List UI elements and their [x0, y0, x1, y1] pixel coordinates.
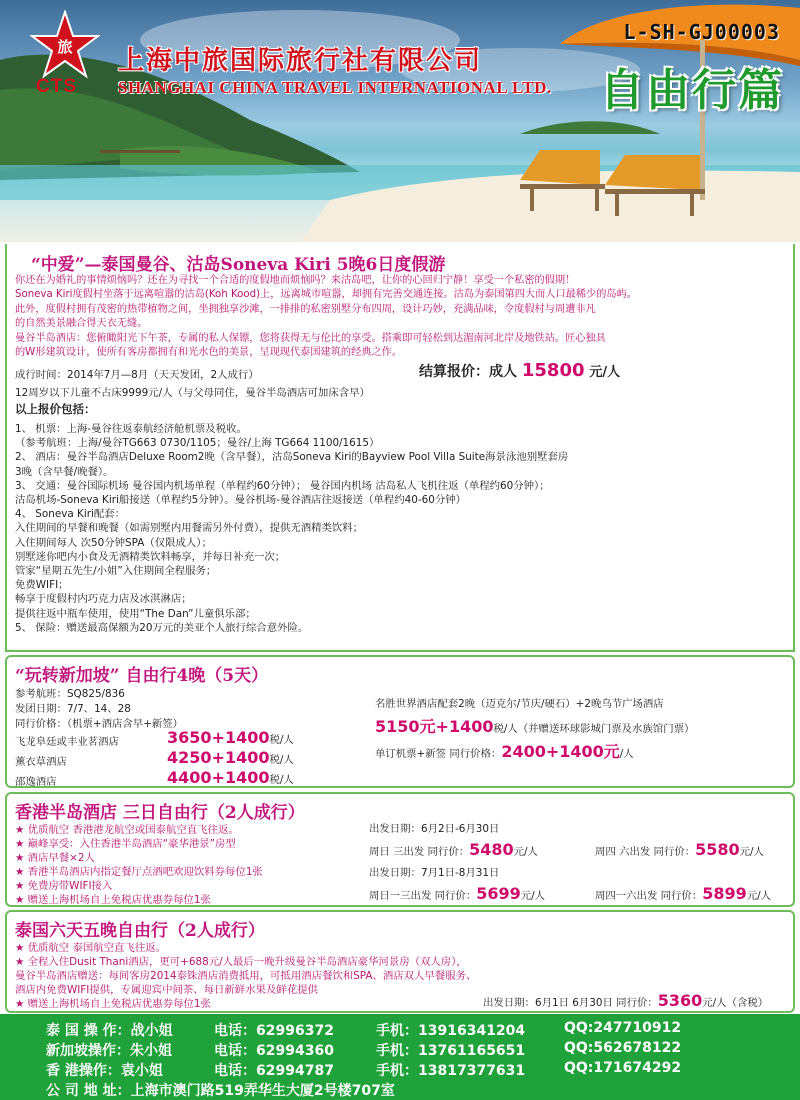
includes-item: （参考航班：上海/曼谷TG663 0730/1105；曼谷/上海 TG664 1100/1615）: [15, 437, 380, 450]
intro-line: Soneva Kiri度假村坐落于远离喧嚣的沽岛(Koh Kood)上，远离城市喧嚣，却拥有完善交通连接。沽岛为泰国第四大而人口最稀少的岛屿。: [15, 289, 637, 301]
includes-item: 1、 机票：上海-曼谷往返泰航经济舱机票及税收。: [15, 423, 247, 435]
combo-price: 5150元+1400: [375, 717, 494, 736]
product-code: L-SH-GJ00003: [623, 20, 780, 44]
ticket-price-label: 单订机票+新签 同行价格：: [375, 748, 502, 760]
settle-price-label: 结算报价：成人: [419, 364, 517, 380]
hotel-name: 飞龙阜廷或丰业茗酒店: [15, 736, 119, 748]
feature-bullet: ★ 免费房带WIFI接入: [15, 880, 113, 892]
contact-name: 新加坡操作：朱小姐: [46, 1043, 172, 1059]
hotel-name: 薰衣草酒店: [15, 756, 67, 768]
section-title: “玩转新加坡” 自由行4晚（5天）: [15, 666, 269, 686]
combo-description: 名胜世界酒店配套2晚（迈克尔/节庆/硬石）+2晚乌节广场酒店: [375, 698, 664, 710]
company-name-english: SHANGHAI CHINA TRAVEL INTERNATIONAL LTD.: [118, 78, 552, 97]
intro-line: 你还在为婚礼的事情烦恼吗？还在为寻找一个合适的度假地而烦恼吗？来沽岛吧，让你的心回归宁静！享受一个私密的假期！: [15, 275, 576, 286]
feature-bullet: ★ 全程入住Dusit Thani酒店，更可+688元/人最后一晚升级曼谷半岛酒店豪华河景房（双人房），: [15, 956, 467, 968]
departure-period: 出发日期：7月1日-8月31日: [369, 867, 500, 879]
includes-item: 沽岛机场-Soneva Kiri船接送（单程约5分钟）。曼谷机场-曼谷酒店往返接送（单程约40-60分钟）: [15, 494, 466, 507]
feature-bullet: ★ 优质航空 泰国航空直飞往返。: [15, 942, 166, 954]
hotel-price: 3650+1400: [167, 728, 270, 747]
contact-row: [0, 1040, 800, 1060]
contact-phone: 电话：62996372: [214, 1023, 334, 1039]
price-value: 5480: [469, 840, 514, 859]
hotel-price: 4250+1400: [167, 748, 270, 767]
feature-bullet: ★ 香港半岛酒店内指定餐厅点酒吧欢迎饮料券每位1张: [15, 866, 263, 878]
price-value: 5699: [476, 884, 521, 903]
price-unit: 元/人: [513, 846, 538, 858]
includes-item: 畅享于度假村内巧克力店及冰淇淋店；: [15, 593, 192, 606]
feature-bullet: 曼谷半岛酒店赠送：每间客房2014泰铢酒店消费抵用，可抵用酒店餐饮和SPA、酒店双人早餐服务、: [15, 970, 477, 982]
price-label: 周四一六出发 同行价：: [595, 890, 703, 902]
includes-item: 别墅迷你吧内小食及无酒精类饮料畅享，并每日补充一次；: [15, 550, 286, 563]
contact-phone: 电话：62994787: [214, 1063, 334, 1079]
peer-price-label: 同行价格：（机票+酒店含早+新签）: [15, 718, 184, 730]
price-unit: 元/人: [739, 846, 764, 858]
hotel-price: 4400+1400: [167, 768, 270, 787]
cts-star-logo-icon: [30, 10, 100, 80]
price-row: [595, 884, 771, 903]
intro-line: 的自然美景融合得天衣无缝。: [15, 318, 148, 330]
price-value: 5360: [657, 991, 703, 1010]
hotel-price-row: [167, 728, 294, 747]
price-label: 周日一三出发 同行价：: [369, 890, 477, 902]
section-title: “中爱”—泰国曼谷、沽岛Soneva Kiri 5晚6日度假游: [31, 255, 446, 275]
contact-name: 泰 国 操 作：战小姐: [46, 1023, 173, 1039]
departure-period: 出发日期：6月2日-6月30日: [369, 823, 500, 835]
feature-bullet: ★ 赠送上海机场自上免税店优惠券每位1张: [15, 894, 211, 906]
contact-mobile: 手机：13916341204: [376, 1023, 526, 1039]
contact-footer: [0, 1014, 800, 1100]
contact-qq: QQ:247710912: [564, 1020, 682, 1036]
includes-list: [15, 422, 787, 635]
departure-label: 出发日期：6月1日 6月30日 同行价：: [483, 997, 658, 1009]
travel-period: 成行时间：2014年7月—8月（天天发团，2人成行）: [15, 369, 259, 381]
hotel-price-unit: 税/人: [269, 754, 294, 766]
ticket-price-row: [375, 739, 634, 762]
includes-item: 免费WIFI；: [15, 579, 69, 592]
ticket-price-unit: /人: [619, 748, 634, 760]
price-unit: 元/人: [520, 890, 546, 902]
departure-dates: 发团日期：7/7、14、28: [15, 703, 131, 715]
includes-item: 4、 Soneva Kiri配套：: [15, 508, 126, 521]
intro-line: 的W形建筑设计，使所有客房都拥有和光水色的美景，呈现现代泰国建筑的经典之作。: [15, 347, 403, 359]
feature-bullet: 酒店内免费WIFI提供，专属迎宾中间茶、每日新鲜水果及鲜花提供: [15, 984, 318, 996]
combo-note: 税/人（并赠送环球影城门票及水族馆门票）: [493, 723, 695, 735]
hotel-price-row: [167, 768, 294, 787]
includes-item: 入住期间的早餐和晚餐（如需别墅内用餐需另外付费），提供无酒精类饮料；: [15, 522, 364, 535]
price-value: 5899: [702, 884, 747, 903]
feature-bullet: ★ 巅峰享受：入住香港半岛酒店“豪华港景”房型: [15, 838, 236, 850]
section-title: 泰国六天五晚自由行（2人成行）: [15, 921, 265, 941]
hotel-price-unit: 税/人: [269, 774, 294, 786]
settle-price-unit: 元/人: [589, 365, 621, 380]
section-singapore: [5, 655, 795, 788]
price-row: [369, 840, 538, 859]
contact-qq: QQ:171674292: [564, 1060, 682, 1076]
price-unit: 元/人: [746, 890, 772, 902]
section-title: 香港半岛酒店 三日自由行（2人成行）: [15, 803, 305, 823]
price-unit: 元/人（含税）: [702, 997, 769, 1009]
intro-line: 曼谷半岛酒店：您俯瞰阳光下午茶，专属的私人保镖，您将获得无与伦比的享受。搭乘即可轻松到达湄南河北岸及地铁站。匠心独具: [15, 332, 606, 344]
child-price-note: 12周岁以下儿童不占床9999元/人（与父母同住，曼谷半岛酒店可加床含早）: [15, 387, 370, 399]
contact-row: [0, 1060, 800, 1080]
section-thailand-kood: [5, 244, 795, 652]
includes-item: 管家“星期五先生/小姐”入住期间全程服务；: [15, 565, 217, 578]
price-value: 5580: [695, 840, 740, 859]
includes-item: 2、 酒店：曼谷半岛酒店Deluxe Room2晚（含早餐），沽岛Soneva Kiri的Bayview Pool Villa Suite海景泳池别墅套房: [15, 451, 569, 464]
company-name-chinese: 上海中旅国际旅行社有限公司: [118, 46, 483, 76]
hero-banner: [0, 0, 800, 242]
hotel-name: 邵逸酒店: [15, 776, 57, 788]
feature-bullet: ★ 优质航空 香港港龙航空或国泰航空直飞往返。: [15, 824, 239, 836]
price-row: [483, 991, 768, 1010]
price-row: [595, 840, 764, 859]
price-row: [369, 884, 545, 903]
price-label: 周日 三出发 同行价：: [369, 846, 470, 858]
contact-mobile: 手机：13761165651: [376, 1043, 526, 1059]
hotel-price-unit: 税/人: [269, 734, 294, 746]
contact-phone: 电话：62994360: [214, 1043, 334, 1059]
logo-badge-text: 旅: [57, 38, 73, 56]
intro-paragraph: [15, 274, 787, 360]
includes-item: 入住期间每人 次50分钟SPA（仅限成人）；: [15, 536, 212, 549]
includes-title: 以上报价包括：: [15, 402, 96, 416]
price-label: 周四 六出发 同行价：: [595, 846, 696, 858]
section-hongkong: [5, 792, 795, 907]
section-thailand-6days: [5, 910, 795, 1013]
includes-item: 3、 交通：曼谷国际机场 曼谷国内机场单程（单程约60分钟）； 曼谷国内机场 沽岛私人飞机往返（单程约60分钟）；: [15, 479, 550, 492]
company-address-row: [0, 1080, 800, 1100]
contact-name: 香 港操作：袁小姐: [46, 1063, 163, 1079]
intro-line: 此外，度假村拥有茂密的热带植物之间，坐拥独享沙滩，一排排的私密别墅分布四周，设计巧妙，充满品味，令度假村与周遭非凡: [15, 303, 596, 315]
brochure-title: 自由行篇: [600, 65, 784, 116]
includes-item: 5、 保险：赠送最高保额为20万元的美亚个人旅行综合意外险。: [15, 621, 309, 634]
settle-price-value: 15800: [521, 360, 585, 381]
feature-bullet: ★ 酒店早餐×2人: [15, 852, 95, 864]
feature-bullet: ★ 赠送上海机场自上免税店优惠券每位1张: [15, 998, 211, 1010]
includes-item: 3晚（含早餐/晚餐）。: [15, 465, 114, 478]
company-address: 公 司 地 址：上海市澳门路519弄华生大厦2号楼707室: [46, 1083, 395, 1099]
includes-item: 提供往返中瓶车使用，使用“The Dan”儿童俱乐部；: [15, 607, 256, 620]
reference-flight: 参考航班：SQ825/836: [15, 688, 125, 700]
settle-price-row: [419, 360, 620, 381]
combo-price-row: [375, 714, 694, 737]
logo-brand-text: CTS: [36, 76, 77, 97]
hotel-price-row: [167, 748, 294, 767]
contact-row: [0, 1020, 800, 1040]
contact-qq: QQ:562678122: [564, 1040, 682, 1056]
ticket-price: 2400+1400元: [501, 742, 620, 761]
contact-mobile: 手机：13817377631: [376, 1063, 526, 1079]
